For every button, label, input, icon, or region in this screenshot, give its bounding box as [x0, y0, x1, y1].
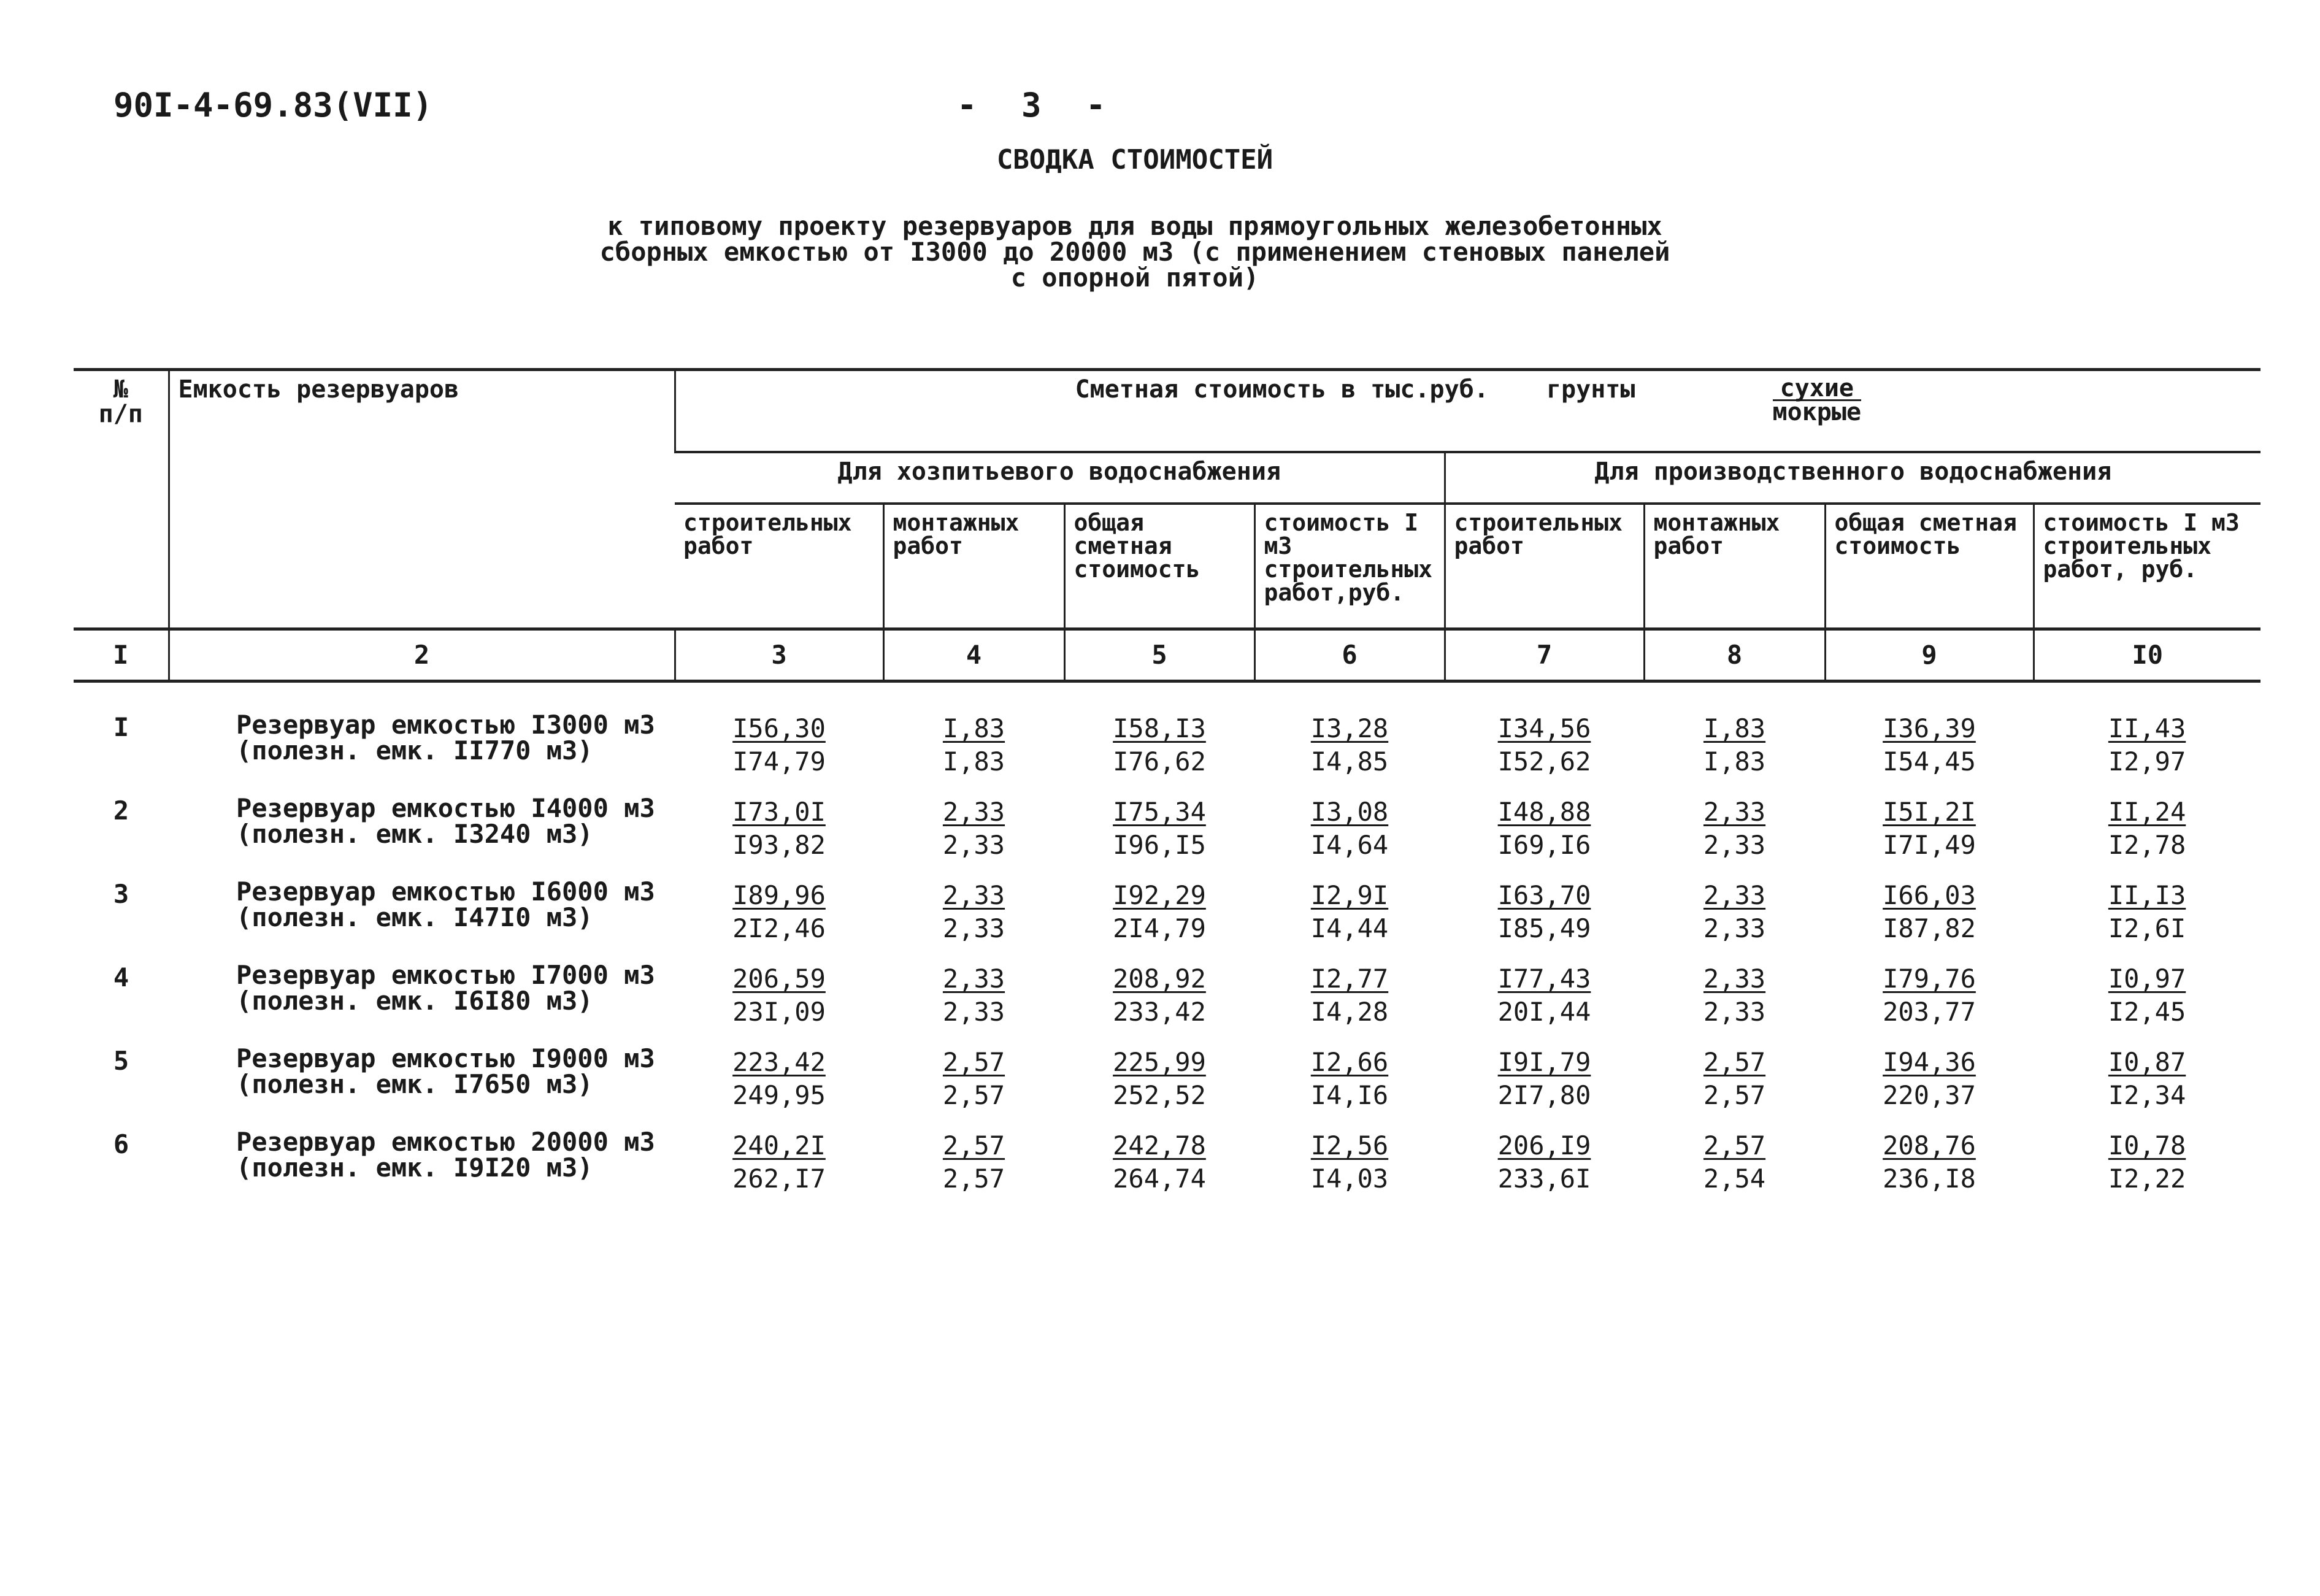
cost-cell: [2034, 1046, 2260, 1129]
cost-cell: [1825, 1129, 2034, 1213]
column-number: 8: [1644, 629, 1825, 681]
value-dry: I75,34: [1113, 797, 1206, 827]
subtitle-line: сборных емкостью от I3000 до 20000 м3 (с применением стеновых панелей: [599, 237, 1670, 267]
reservoir-name-line: Резервуар емкостью I4000 м3: [236, 793, 655, 823]
value-dry: I0,97: [2108, 964, 2186, 994]
value-wet: I54,45: [1883, 746, 1976, 777]
value-wet: I4,85: [1310, 746, 1389, 777]
value-wet: I4,28: [1310, 997, 1389, 1027]
value-wet: I93,82: [732, 830, 826, 860]
cost-cell: [1064, 1129, 1254, 1213]
value-wet: I85,49: [1497, 913, 1591, 943]
header-capacity: Емкость резервуаров: [169, 370, 675, 629]
reservoir-name-line: Резервуар емкостью I6000 м3: [236, 877, 655, 907]
value-dry: I89,96: [732, 880, 826, 910]
value-dry: 2,57: [942, 1047, 1005, 1077]
cost-cell: [1064, 681, 1254, 796]
value-dry: I,83: [942, 713, 1005, 743]
column-number: 7: [1445, 629, 1644, 681]
cost-summary-table: [74, 368, 2260, 1213]
value-dry: II,43: [2108, 713, 2186, 743]
estimate-label: Сметная стоимость в тыс.руб.: [1075, 375, 1489, 404]
value-wet: I2,97: [2108, 746, 2186, 777]
value-dry: I73,0I: [732, 797, 826, 827]
value-wet: I4,03: [1310, 1164, 1389, 1194]
cost-cell: [883, 1129, 1064, 1213]
cost-cell: [1254, 962, 1445, 1046]
cost-cell: [2034, 1129, 2260, 1213]
soil-wet: мокрые: [1772, 398, 1862, 426]
value-dry: 2,33: [1703, 964, 1766, 994]
cost-cell: [1254, 1046, 1445, 1129]
cost-cell: [1644, 1129, 1825, 1213]
value-wet: 264,74: [1113, 1164, 1206, 1194]
soils-label: грунты: [1546, 375, 1635, 404]
value-dry: I2,77: [1310, 964, 1389, 994]
cost-cell: [883, 796, 1064, 879]
cost-cell: [1064, 962, 1254, 1046]
value-wet: I2,78: [2108, 830, 2186, 860]
subheader-construction: строительных работ: [683, 509, 852, 559]
reservoir-name-line: Резервуар емкостью 20000 м3: [236, 1127, 655, 1157]
cost-cell: [675, 796, 883, 879]
value-dry: 225,99: [1113, 1047, 1206, 1077]
value-dry: 2,57: [1703, 1130, 1766, 1161]
value-dry: I48,88: [1497, 797, 1591, 827]
value-wet: 233,6I: [1497, 1164, 1591, 1194]
header-estimate: [675, 370, 2260, 453]
value-wet: I74,79: [732, 746, 826, 777]
value-wet: 2,33: [942, 997, 1005, 1027]
table-row: [74, 796, 2260, 879]
cost-cell: [883, 681, 1064, 796]
value-wet: I7I,49: [1883, 830, 1976, 860]
group-industrial: Для производственного водоснабжения: [1445, 452, 2260, 504]
value-wet: 2,33: [1703, 997, 1766, 1027]
value-wet: I52,62: [1497, 746, 1591, 777]
row-number: 6: [113, 1129, 129, 1159]
cost-cell: [883, 962, 1064, 1046]
table-row: [74, 1129, 2260, 1213]
value-wet: 2,33: [942, 830, 1005, 860]
value-wet: 262,I7: [732, 1164, 826, 1194]
value-wet: I69,I6: [1497, 830, 1591, 860]
value-wet: 220,37: [1883, 1080, 1976, 1110]
cost-cell: [1825, 681, 2034, 796]
cost-cell: [1445, 681, 1644, 796]
value-wet: 236,I8: [1883, 1164, 1976, 1194]
table-row: [74, 1046, 2260, 1129]
cost-cell: [1644, 796, 1825, 879]
value-dry: I9I,79: [1497, 1047, 1591, 1077]
value-wet: 233,42: [1113, 997, 1206, 1027]
value-wet: 2,33: [1703, 913, 1766, 943]
reservoir-name-line: Резервуар емкостью I7000 м3: [236, 960, 655, 990]
value-wet: 2,54: [1703, 1164, 1766, 1194]
value-wet: I4,64: [1310, 830, 1389, 860]
value-wet: 2I2,46: [732, 913, 826, 943]
page-number: - 3 -: [957, 86, 1118, 125]
reservoir-name: [169, 962, 675, 1046]
value-dry: 2,57: [942, 1130, 1005, 1161]
reservoir-name-line: (полезн. емк. I7650 м3): [236, 1069, 593, 1099]
column-number: 9: [1825, 629, 2034, 681]
cost-cell: [675, 681, 883, 796]
value-wet: I2,34: [2108, 1080, 2186, 1110]
value-dry: I63,70: [1497, 880, 1591, 910]
cost-cell: [675, 1129, 883, 1213]
table-row: [74, 681, 2260, 796]
value-wet: I2,45: [2108, 997, 2186, 1027]
cost-cell: [2034, 962, 2260, 1046]
value-dry: 2,33: [1703, 880, 1766, 910]
value-dry: 2,33: [942, 880, 1005, 910]
cost-cell: [1825, 1046, 2034, 1129]
value-dry: 208,92: [1113, 964, 1206, 994]
value-dry: I2,66: [1310, 1047, 1389, 1077]
cost-cell: [1445, 796, 1644, 879]
value-dry: 2,57: [1703, 1047, 1766, 1077]
value-dry: 208,76: [1883, 1130, 1976, 1161]
value-dry: I0,78: [2108, 1130, 2186, 1161]
value-dry: I5I,2I: [1883, 797, 1976, 827]
cost-cell: [1644, 962, 1825, 1046]
value-dry: I2,56: [1310, 1130, 1389, 1161]
subtitle-line: к типовому проекту резервуаров для воды прямоугольных железобетонных: [607, 211, 1662, 241]
row-number: I: [113, 712, 129, 742]
value-dry: 2,33: [942, 797, 1005, 827]
value-dry: II,I3: [2108, 880, 2186, 910]
subheader-unit-cost: стоимость I м3 строительных работ, руб.: [2034, 504, 2260, 629]
cost-cell: [2034, 681, 2260, 796]
value-wet: 2I7,80: [1497, 1080, 1591, 1110]
value-dry: I77,43: [1497, 964, 1591, 994]
cost-cell: [1644, 879, 1825, 962]
reservoir-name-line: Резервуар емкостью I9000 м3: [236, 1043, 655, 1073]
cost-cell: [1644, 681, 1825, 796]
value-dry: I92,29: [1113, 880, 1206, 910]
table-row: [74, 962, 2260, 1046]
cost-cell: [1445, 962, 1644, 1046]
cost-cell: [1825, 962, 2034, 1046]
subheader-total: общая сметная стоимость: [1825, 504, 2034, 629]
cost-cell: [2034, 879, 2260, 962]
group-household: Для хозпитьевого водоснабжения: [675, 452, 1445, 504]
value-dry: I79,76: [1883, 964, 1976, 994]
value-dry: I2,9I: [1310, 880, 1389, 910]
subheader-total: общая сметная стоимость: [1064, 504, 1254, 629]
value-dry: I34,56: [1497, 713, 1591, 743]
value-dry: II,24: [2108, 797, 2186, 827]
value-wet: 249,95: [732, 1080, 826, 1110]
subtitle-line: с опорной пятой): [1010, 263, 1259, 293]
document-code: 90I-4-69.83(VII): [113, 86, 433, 125]
header-row-number: № п/п: [74, 370, 169, 629]
value-wet: 23I,09: [732, 997, 826, 1027]
cost-cell: [1254, 681, 1445, 796]
cost-cell: [675, 879, 883, 962]
row-number: 2: [113, 796, 129, 826]
table-row: [74, 879, 2260, 962]
reservoir-name: [169, 793, 675, 879]
value-wet: 203,77: [1883, 997, 1976, 1027]
column-number: 5: [1064, 629, 1254, 681]
cost-cell: [1445, 1129, 1644, 1213]
cost-cell: [675, 962, 883, 1046]
reservoir-name: [169, 681, 675, 796]
value-dry: 2,33: [1703, 797, 1766, 827]
value-dry: I56,30: [732, 713, 826, 743]
cost-cell: [1445, 1046, 1644, 1129]
reservoir-name: [169, 879, 675, 962]
reservoir-name-line: (полезн. емк. I6I80 м3): [236, 986, 593, 1016]
reservoir-name-line: (полезн. емк. II770 м3): [236, 735, 593, 765]
column-number: 6: [1254, 629, 1445, 681]
subheader-unit-cost: стоимость I м3 строительных работ,руб.: [1254, 504, 1445, 629]
cost-cell: [675, 1046, 883, 1129]
subheader-construction: строительных работ: [1445, 504, 1644, 629]
value-dry: I3,08: [1310, 797, 1389, 827]
column-number: I0: [2034, 629, 2260, 681]
cost-cell: [1644, 1046, 1825, 1129]
value-dry: I,83: [1703, 713, 1766, 743]
value-wet: I76,62: [1113, 746, 1206, 777]
value-dry: I36,39: [1883, 713, 1976, 743]
value-wet: 2,57: [1703, 1080, 1766, 1110]
soil-fraction: [1772, 374, 1862, 426]
row-number: 3: [113, 879, 129, 909]
value-wet: I2,22: [2108, 1164, 2186, 1194]
cost-cell: [1064, 796, 1254, 879]
cost-cell: [1254, 879, 1445, 962]
row-number: 5: [113, 1046, 129, 1076]
value-dry: I0,87: [2108, 1047, 2186, 1077]
cost-cell: [883, 879, 1064, 962]
value-dry: I66,03: [1883, 880, 1976, 910]
reservoir-name: [169, 1129, 675, 1213]
soil-dry: сухие: [1773, 377, 1862, 401]
value-wet: I,83: [1703, 746, 1766, 777]
column-number: 3: [675, 629, 883, 681]
value-wet: 2I4,79: [1113, 913, 1206, 943]
cost-cell: [883, 1046, 1064, 1129]
cost-cell: [1825, 879, 2034, 962]
cost-cell: [1825, 796, 2034, 879]
value-dry: 2,33: [942, 964, 1005, 994]
reservoir-name: [169, 1043, 675, 1129]
value-wet: 252,52: [1113, 1080, 1206, 1110]
column-number: 2: [169, 629, 675, 681]
row-number: 4: [113, 962, 129, 992]
value-wet: I87,82: [1883, 913, 1976, 943]
value-wet: 2,33: [1703, 830, 1766, 860]
reservoir-name-line: Резервуар емкостью I3000 м3: [236, 710, 655, 740]
cost-cell: [1064, 879, 1254, 962]
value-wet: I96,I5: [1113, 830, 1206, 860]
cost-cell: [1254, 796, 1445, 879]
reservoir-name-line: (полезн. емк. I3240 м3): [236, 819, 593, 849]
subheader-installation: монтажных работ: [883, 504, 1064, 629]
value-dry: 223,42: [732, 1047, 826, 1077]
column-number: I: [74, 629, 169, 681]
reservoir-name-line: (полезн. емк. I9I20 м3): [236, 1153, 593, 1183]
page-title: СВОДКА СТОИМОСТЕЙ: [996, 144, 1273, 175]
cost-cell: [1445, 879, 1644, 962]
value-dry: I94,36: [1883, 1047, 1976, 1077]
subheader-installation: монтажных работ: [1644, 504, 1825, 629]
value-wet: I4,44: [1310, 913, 1389, 943]
page-subtitle: [0, 213, 2270, 291]
value-wet: I2,6I: [2108, 913, 2186, 943]
value-wet: 20I,44: [1497, 997, 1591, 1027]
value-wet: 2,33: [942, 913, 1005, 943]
value-wet: 2,57: [942, 1080, 1005, 1110]
reservoir-name-line: (полезн. емк. I47I0 м3): [236, 902, 593, 932]
value-dry: 206,59: [732, 964, 826, 994]
value-wet: 2,57: [942, 1164, 1005, 1194]
cost-cell: [1064, 1046, 1254, 1129]
column-number: 4: [883, 629, 1064, 681]
value-dry: I3,28: [1310, 713, 1389, 743]
value-dry: 206,I9: [1497, 1130, 1591, 1161]
value-dry: 240,2I: [732, 1130, 826, 1161]
cost-cell: [2034, 796, 2260, 879]
value-wet: I4,I6: [1310, 1080, 1389, 1110]
value-dry: I58,I3: [1113, 713, 1206, 743]
value-dry: 242,78: [1113, 1130, 1206, 1161]
value-wet: I,83: [942, 746, 1005, 777]
cost-cell: [1254, 1129, 1445, 1213]
